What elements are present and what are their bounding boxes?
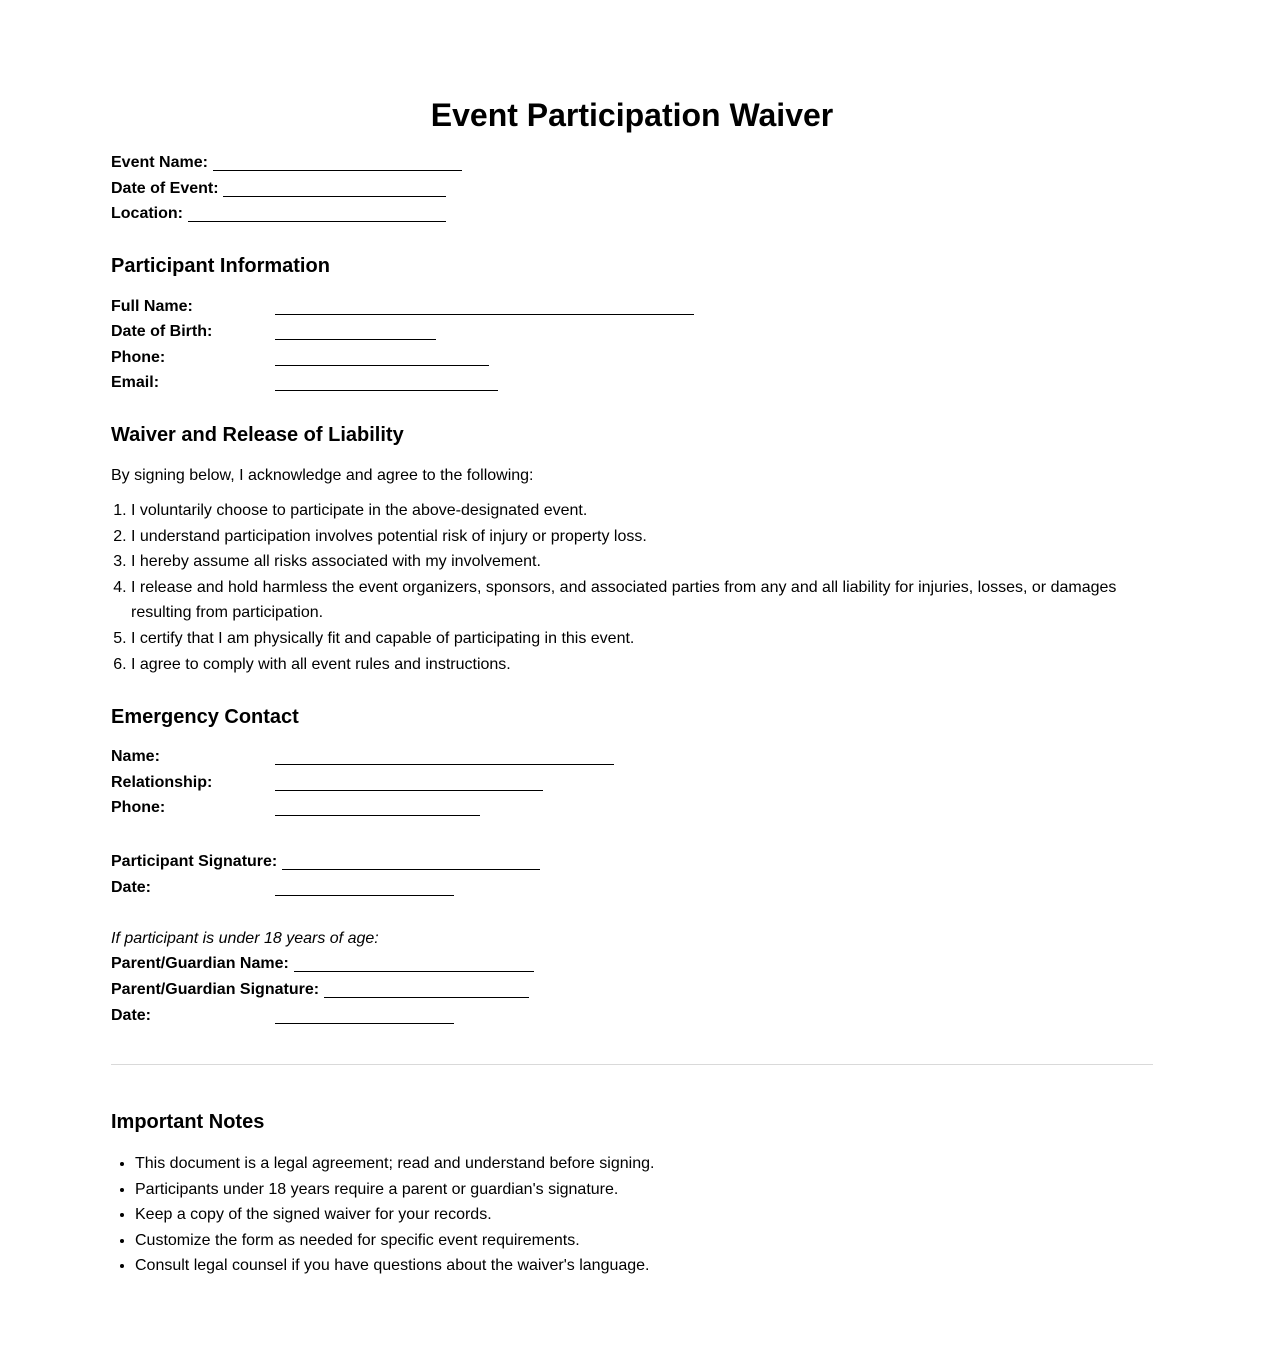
participant-heading: Participant Information <box>111 255 330 277</box>
waiver-intro: By signing below, I acknowledge and agree to the following: <box>111 467 534 484</box>
participant-phone-row <box>111 346 165 370</box>
note-item: • Consult legal counsel if you have questions about the waiver's language. <box>135 1253 1155 1279</box>
participant-signature-row <box>111 850 277 874</box>
emergency-phone-row <box>111 796 165 820</box>
emergency-name-label: Name: <box>111 748 160 765</box>
full-name-field[interactable] <box>275 314 694 315</box>
event-location-label: Location: <box>111 205 183 222</box>
participant-phone-label: Phone: <box>111 349 166 366</box>
guardian-date-row <box>111 1004 151 1028</box>
participant-signature-field[interactable] <box>282 869 540 870</box>
guardian-name-label: Parent/Guardian Name: <box>111 955 289 972</box>
note-item: • Participants under 18 years require a parent or guardian's signature. <box>135 1177 1155 1203</box>
note-item: • This document is a legal agreement; read and understand before signing. <box>135 1151 1155 1177</box>
emergency-heading: Emergency Contact <box>111 706 299 728</box>
event-name-label: Event Name: <box>111 154 208 171</box>
emergency-name-row <box>111 745 160 769</box>
dob-label: Date of Birth: <box>111 323 213 340</box>
emergency-phone-field[interactable] <box>275 815 480 816</box>
guardian-signature-field[interactable] <box>324 997 529 998</box>
event-location-field[interactable] <box>188 221 446 222</box>
relationship-label: Relationship: <box>111 774 213 791</box>
note-item: • Customize the form as needed for specific event requirements. <box>135 1228 1155 1254</box>
dob-field[interactable] <box>275 339 436 340</box>
relationship-field[interactable] <box>275 790 543 791</box>
full-name-label: Full Name: <box>111 298 193 315</box>
notes-heading: Important Notes <box>111 1111 265 1133</box>
waiver-item: 3. I hereby assume all risks associated with my involvement. <box>131 549 1151 575</box>
participant-phone-field[interactable] <box>275 365 489 366</box>
guardian-date-field[interactable] <box>275 1023 454 1024</box>
page-title: Event Participation Waiver <box>430 97 834 133</box>
guardian-signature-row <box>111 978 319 1002</box>
dob-row <box>111 320 212 344</box>
email-field[interactable] <box>275 390 498 391</box>
guardian-signature-label: Parent/Guardian Signature: <box>111 981 320 998</box>
event-location-row <box>111 202 183 226</box>
event-date-label: Date of Event: <box>111 180 219 197</box>
guardian-date-label: Date: <box>111 1007 152 1024</box>
email-label: Email: <box>111 374 160 391</box>
waiver-item: 5. I certify that I am physically fit and capable of participating in this event. <box>131 626 1151 652</box>
participant-signature-label: Participant Signature: <box>111 853 278 870</box>
waiver-heading: Waiver and Release of Liability <box>111 424 404 446</box>
guardian-name-row <box>111 952 289 976</box>
full-name-row <box>111 295 193 319</box>
section-divider <box>111 1064 1153 1065</box>
emergency-name-field[interactable] <box>275 764 614 765</box>
note-item: • Keep a copy of the signed waiver for your records. <box>135 1202 1155 1228</box>
notes-list <box>111 1151 1155 1279</box>
event-date-row <box>111 177 219 201</box>
participant-date-row <box>111 876 151 900</box>
participant-date-label: Date: <box>111 879 152 896</box>
relationship-row <box>111 771 212 795</box>
event-name-field[interactable] <box>213 170 462 171</box>
guardian-name-field[interactable] <box>294 971 534 972</box>
event-date-field[interactable] <box>223 196 446 197</box>
waiver-list <box>111 498 1151 677</box>
waiver-item: 6. I agree to comply with all event rules and instructions. <box>131 652 1151 678</box>
minor-note: If participant is under 18 years of age: <box>111 930 379 947</box>
emergency-phone-label: Phone: <box>111 799 166 816</box>
waiver-item: 1. I voluntarily choose to participate in the above-designated event. <box>131 498 1151 524</box>
event-name-row <box>111 151 208 175</box>
waiver-item: 4. I release and hold harmless the event organizers, sponsors, and associated parties from any and all liability for injuries, losses, or damages resulting from participation. <box>131 575 1151 626</box>
waiver-item: 2. I understand participation involves potential risk of injury or property loss. <box>131 524 1151 550</box>
email-row <box>111 371 159 395</box>
participant-date-field[interactable] <box>275 895 454 896</box>
